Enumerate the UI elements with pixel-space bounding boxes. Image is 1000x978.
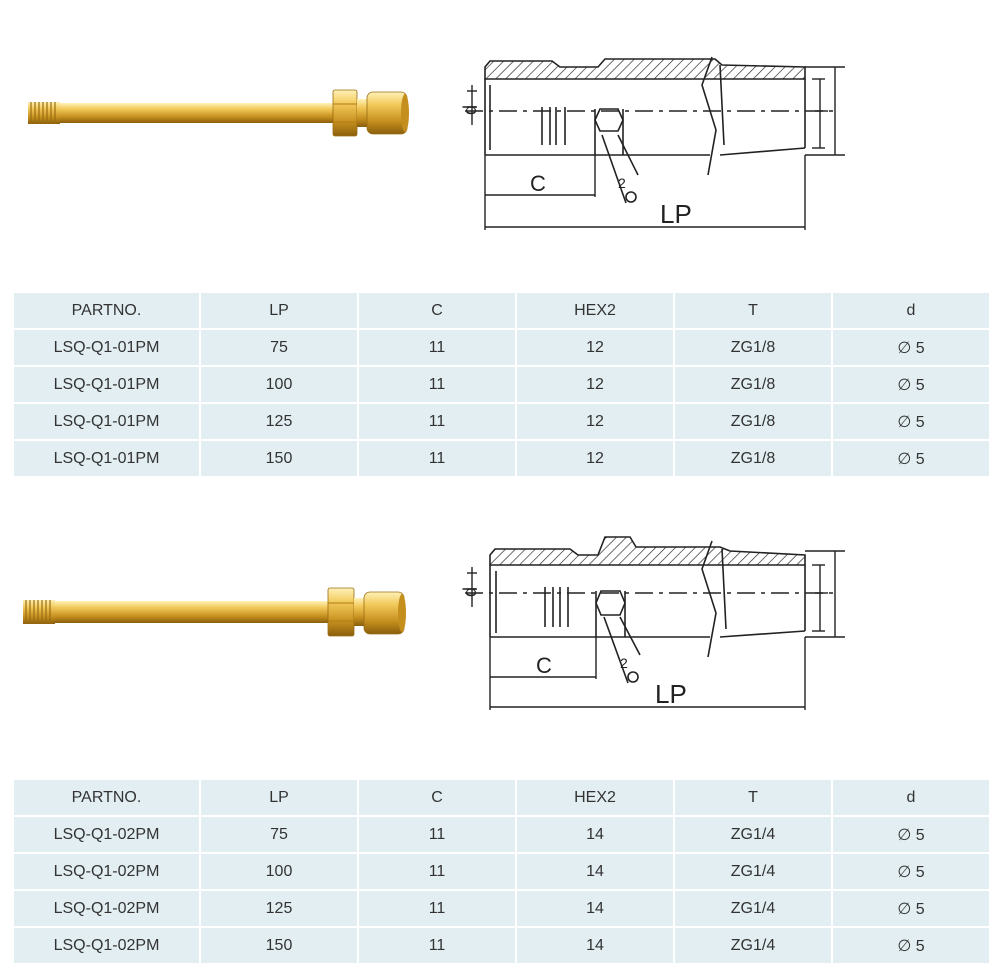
cell-d: ∅ 5 bbox=[833, 330, 989, 365]
cell-t: ZG1/8 bbox=[675, 404, 831, 439]
drawing-d-label: d bbox=[460, 104, 480, 115]
cell-hex2: 14 bbox=[517, 817, 673, 852]
drawing-c-label: C bbox=[530, 171, 546, 196]
cell-lp: 100 bbox=[201, 854, 357, 889]
cell-hex2: 12 bbox=[517, 330, 673, 365]
cell-partno: LSQ-Q1-02PM bbox=[14, 891, 199, 926]
cell-c: 11 bbox=[359, 817, 515, 852]
cell-d: ∅ 5 bbox=[833, 854, 989, 889]
header-c: C bbox=[359, 780, 515, 815]
cell-hex2: 12 bbox=[517, 404, 673, 439]
drawing-lp-label: LP bbox=[660, 199, 692, 229]
cell-hex2: 12 bbox=[517, 441, 673, 476]
header-partno: PARTNO. bbox=[14, 293, 199, 328]
cell-lp: 75 bbox=[201, 330, 357, 365]
cell-partno: LSQ-Q1-02PM bbox=[14, 817, 199, 852]
cell-d: ∅ 5 bbox=[833, 404, 989, 439]
table-header-row bbox=[14, 780, 989, 815]
spec-table-2 bbox=[12, 778, 991, 965]
header-c: C bbox=[359, 293, 515, 328]
product-photo-2 bbox=[15, 580, 415, 650]
header-lp: LP bbox=[201, 293, 357, 328]
cell-t: ZG1/4 bbox=[675, 854, 831, 889]
drawing-hex-label: 2 bbox=[620, 655, 628, 671]
cell-partno: LSQ-Q1-01PM bbox=[14, 367, 199, 402]
cell-d: ∅ 5 bbox=[833, 441, 989, 476]
cell-lp: 150 bbox=[201, 928, 357, 963]
cell-hex2: 12 bbox=[517, 367, 673, 402]
cell-partno: LSQ-Q1-01PM bbox=[14, 441, 199, 476]
cell-c: 11 bbox=[359, 330, 515, 365]
cell-lp: 150 bbox=[201, 441, 357, 476]
cell-t: ZG1/8 bbox=[675, 367, 831, 402]
header-lp: LP bbox=[201, 780, 357, 815]
header-hex2: HEX2 bbox=[517, 780, 673, 815]
drawing-lp-label: LP bbox=[655, 679, 687, 709]
cell-lp: 125 bbox=[201, 891, 357, 926]
table-row bbox=[14, 891, 989, 926]
cell-t: ZG1/4 bbox=[675, 928, 831, 963]
cell-hex2: 14 bbox=[517, 854, 673, 889]
cell-t: ZG1/4 bbox=[675, 891, 831, 926]
table-row bbox=[14, 928, 989, 963]
drawing-d-label: d bbox=[460, 586, 480, 597]
cell-t: ZG1/8 bbox=[675, 441, 831, 476]
drawing-hex-label: 2 bbox=[618, 175, 626, 191]
table-row bbox=[14, 854, 989, 889]
cell-d: ∅ 5 bbox=[833, 817, 989, 852]
drawing-c-label: C bbox=[536, 653, 552, 678]
cell-lp: 100 bbox=[201, 367, 357, 402]
technical-drawing-2 bbox=[450, 525, 850, 725]
cell-c: 11 bbox=[359, 854, 515, 889]
cell-hex2: 14 bbox=[517, 891, 673, 926]
cell-c: 11 bbox=[359, 367, 515, 402]
table-row bbox=[14, 817, 989, 852]
header-t: T bbox=[675, 293, 831, 328]
cell-t: ZG1/8 bbox=[675, 330, 831, 365]
header-t: T bbox=[675, 780, 831, 815]
cell-lp: 125 bbox=[201, 404, 357, 439]
cell-c: 11 bbox=[359, 441, 515, 476]
cell-d: ∅ 5 bbox=[833, 928, 989, 963]
cell-c: 11 bbox=[359, 928, 515, 963]
cell-partno: LSQ-Q1-01PM bbox=[14, 404, 199, 439]
header-partno: PARTNO. bbox=[14, 780, 199, 815]
cell-partno: LSQ-Q1-02PM bbox=[14, 928, 199, 963]
cell-d: ∅ 5 bbox=[833, 367, 989, 402]
cell-c: 11 bbox=[359, 891, 515, 926]
cell-c: 11 bbox=[359, 404, 515, 439]
cell-t: ZG1/4 bbox=[675, 817, 831, 852]
cell-hex2: 14 bbox=[517, 928, 673, 963]
cell-d: ∅ 5 bbox=[833, 891, 989, 926]
cell-partno: LSQ-Q1-02PM bbox=[14, 854, 199, 889]
header-d: d bbox=[833, 780, 989, 815]
header-hex2: HEX2 bbox=[517, 293, 673, 328]
header-d: d bbox=[833, 293, 989, 328]
cell-partno: LSQ-Q1-01PM bbox=[14, 330, 199, 365]
cell-lp: 75 bbox=[201, 817, 357, 852]
